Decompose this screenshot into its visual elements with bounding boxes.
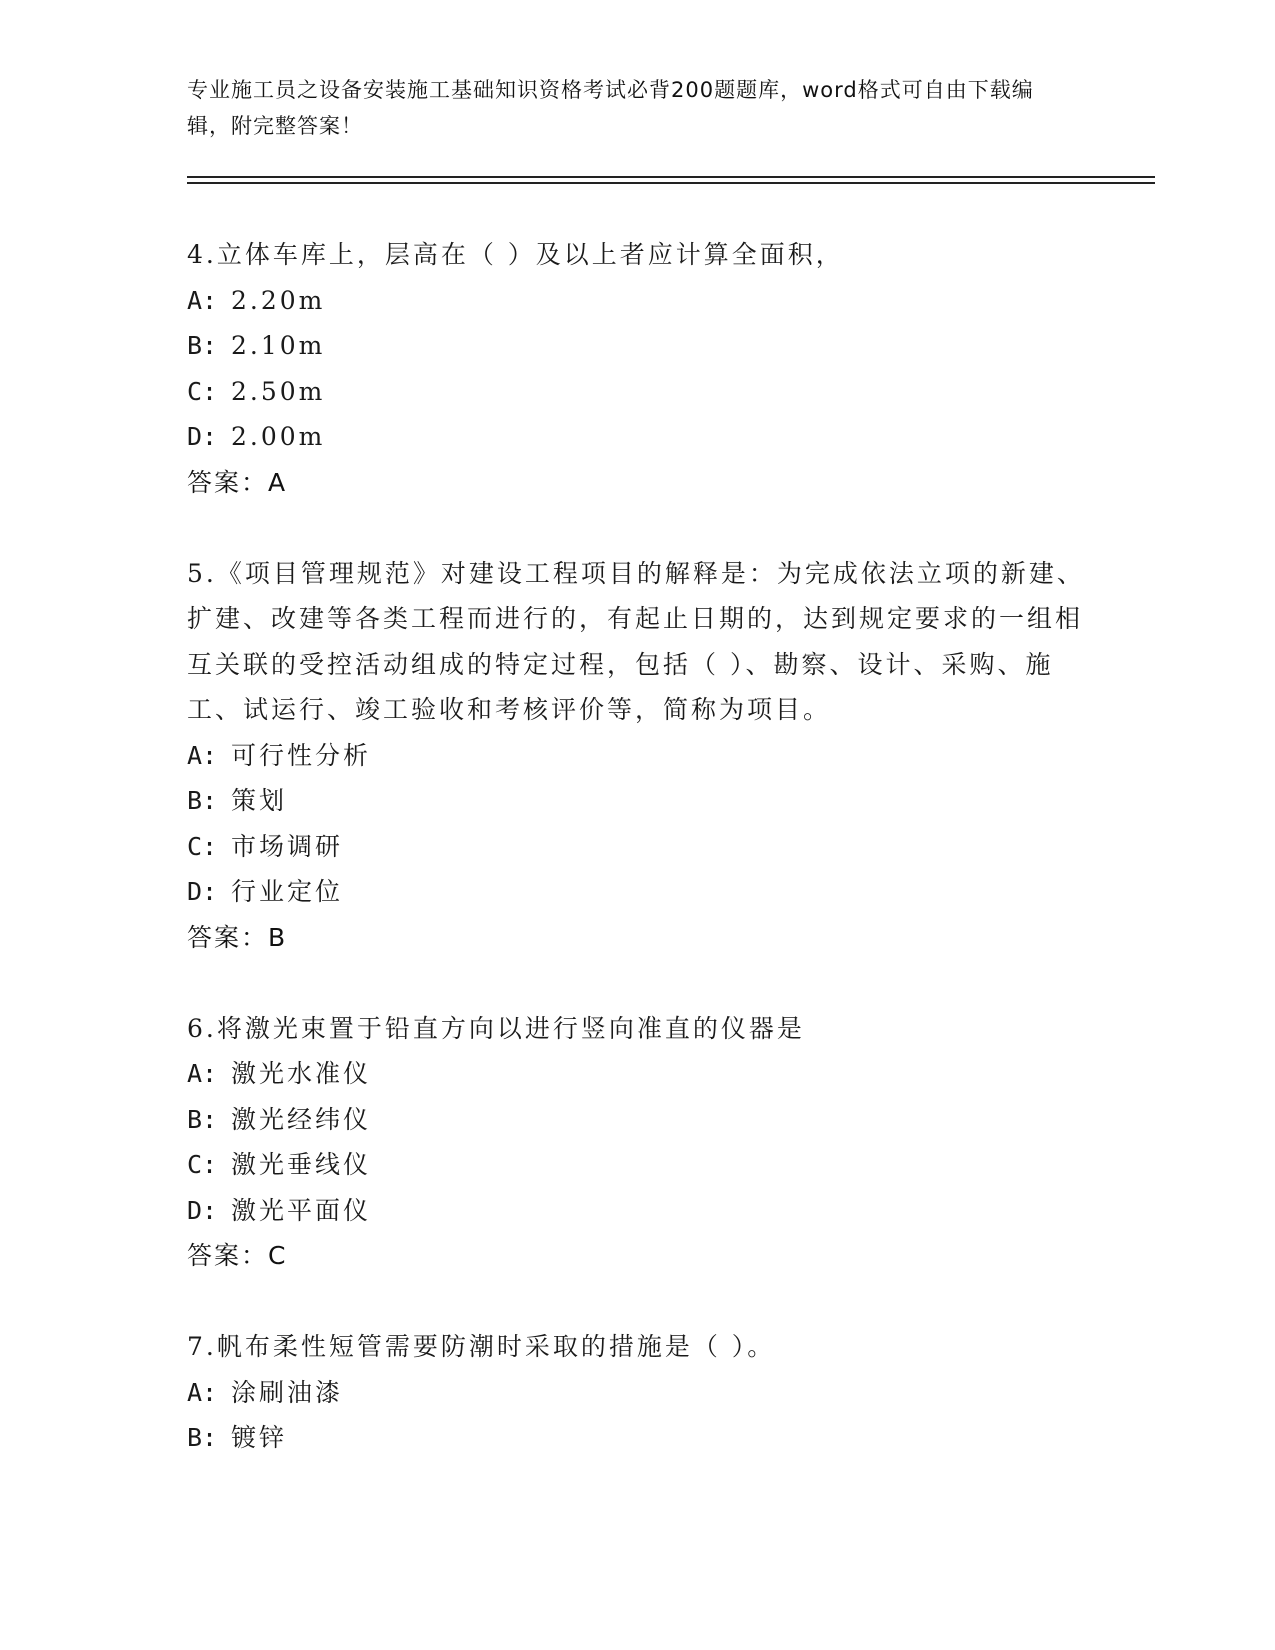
- option-text: 行业定位: [231, 877, 344, 906]
- option-text: 2.50m: [231, 376, 326, 406]
- answer-line: 答案：A: [187, 467, 288, 497]
- question-stem: 4.立体车库上，层高在（ ）及以上者应计算全面积，: [187, 240, 844, 269]
- option-text: 2.00m: [231, 422, 326, 451]
- option-text: 激光经纬仪: [231, 1104, 372, 1134]
- option-letter: C:: [187, 831, 218, 861]
- option-text: 镀锌: [231, 1423, 288, 1452]
- option-letter: D:: [187, 877, 218, 906]
- option-text: 2.20m: [231, 285, 326, 315]
- question-stem: 7.帆布柔性短管需要防潮时采取的措施是（ ）。: [187, 1332, 776, 1361]
- option-c: [187, 824, 1087, 870]
- question-7: [187, 1324, 1087, 1461]
- option-text: 可行性分析: [231, 740, 372, 770]
- option-letter: A:: [187, 1059, 218, 1088]
- question-stem: 6.将激光束置于铅直方向以进行竖向准直的仪器是: [187, 1013, 805, 1043]
- question-4: [187, 232, 1087, 505]
- option-letter: C:: [187, 376, 218, 406]
- option-letter: C:: [187, 1150, 218, 1179]
- option-b: [187, 778, 1087, 824]
- answer-line: 答案：B: [187, 922, 288, 952]
- document-header: [187, 72, 1067, 144]
- option-b: [187, 1097, 1087, 1143]
- option-letter: A:: [187, 1377, 218, 1407]
- option-letter: D:: [187, 422, 218, 451]
- option-d: [187, 414, 1087, 460]
- question-5: [187, 551, 1087, 960]
- option-text: 激光平面仪: [231, 1195, 372, 1225]
- question-stem: 5.《项目管理规范》对建设工程项目的解释是：为完成依法立项的新建、扩建、改建等各类工程而进行的，有起止日期的，达到规定要求的一组相互关联的受控活动组成的特定过程，包括（ ）、勘察、设计、采购、施工、试运行、竣工验收和考核评价等，简称为项目。: [187, 558, 1085, 724]
- option-text: 市场调研: [231, 831, 344, 861]
- option-letter: A:: [187, 740, 218, 770]
- answer-line: 答案：C: [187, 1241, 288, 1270]
- header-divider-top: [187, 176, 1155, 178]
- option-letter: A:: [187, 285, 218, 315]
- option-a: [187, 733, 1087, 779]
- option-d: [187, 869, 1087, 915]
- option-letter: B:: [187, 786, 218, 815]
- option-c: [187, 369, 1087, 415]
- option-letter: B:: [187, 1423, 218, 1452]
- question-list: [187, 232, 1087, 1507]
- option-text: 2.10m: [231, 331, 326, 360]
- option-letter: B:: [187, 1104, 218, 1134]
- header-divider-bottom: [187, 182, 1155, 184]
- option-letter: B:: [187, 331, 218, 360]
- question-6: [187, 1006, 1087, 1279]
- option-b: [187, 323, 1087, 369]
- option-text: 涂刷油漆: [231, 1377, 344, 1407]
- option-c: [187, 1142, 1087, 1188]
- option-a: [187, 1051, 1087, 1097]
- option-letter: D:: [187, 1195, 218, 1225]
- header-title: 专业施工员之设备安装施工基础知识资格考试必背200题题库，word格式可自由下载编辑，附完整答案！: [187, 78, 1034, 138]
- option-a: [187, 1370, 1087, 1416]
- option-d: [187, 1188, 1087, 1234]
- option-text: 策划: [231, 786, 288, 815]
- option-b: [187, 1415, 1087, 1461]
- option-text: 激光垂线仪: [231, 1150, 372, 1179]
- option-a: [187, 278, 1087, 324]
- option-text: 激光水准仪: [231, 1059, 372, 1088]
